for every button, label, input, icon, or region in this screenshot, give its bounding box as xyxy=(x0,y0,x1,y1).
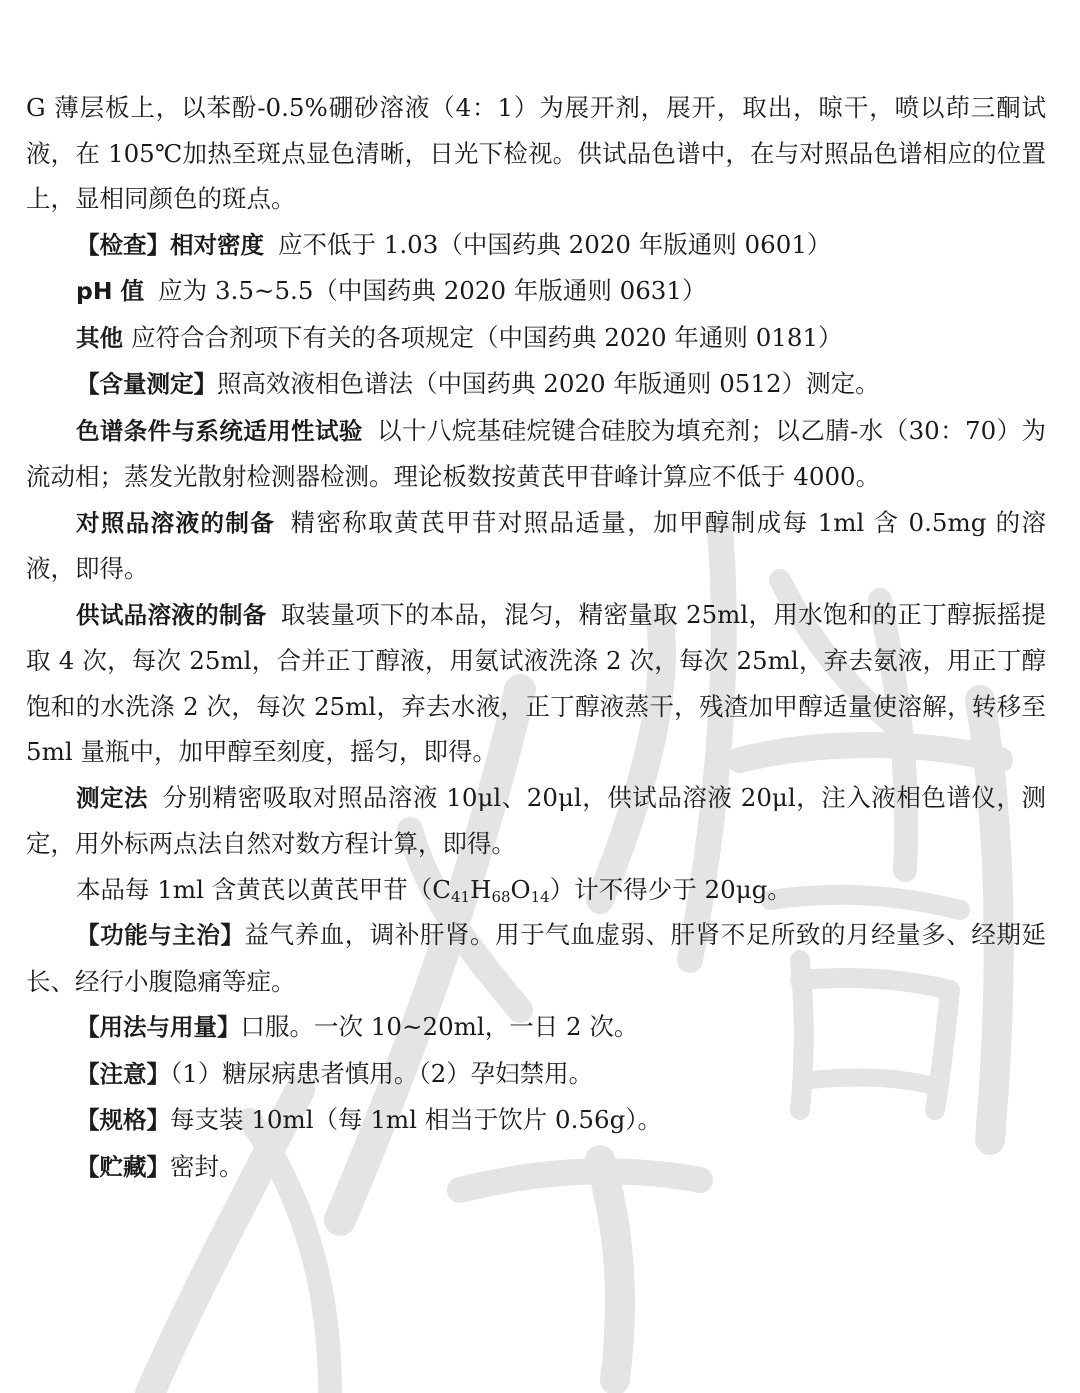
paragraph-text: 应符合合剂项下有关的各项规定（中国药典 2020 年通则 0181） xyxy=(131,322,843,352)
section-heading: 【注意】 xyxy=(76,1059,170,1088)
section-heading: 【规格】 xyxy=(76,1106,170,1134)
section-heading: 其他 xyxy=(76,323,123,352)
indications-paragraph xyxy=(26,912,1046,1004)
procedure-paragraph xyxy=(26,775,1046,867)
reference-solution-paragraph xyxy=(26,500,1046,592)
precautions-paragraph xyxy=(26,1051,1046,1098)
paragraph-text: 应不低于 1.03（中国药典 2020 年版通则 0601） xyxy=(278,229,832,259)
paragraph-text: 每支装 10ml（每 1ml 相当于饮片 0.56g）。 xyxy=(170,1105,663,1134)
storage-paragraph xyxy=(26,1144,1046,1191)
paragraph-text: 分别精密吸取对照品溶液 10μl、20μl，供试品溶液 20μl，注入液相色谱仪，测定，用外标两点法自然对数方程计算，即得。 xyxy=(26,782,1046,858)
test-solution-paragraph xyxy=(26,592,1046,775)
watermark-stroke xyxy=(600,1160,620,1380)
paragraph-text: 照高效液相色谱法（中国药典 2020 年版通则 0512）测定。 xyxy=(217,369,880,398)
section-heading: 【含量测定】 xyxy=(76,370,217,398)
section-heading: 色谱条件与系统适用性试验 xyxy=(76,416,363,445)
inspection-other-paragraph xyxy=(26,315,1046,362)
paragraph-text: （1）糖尿病患者慎用。（2）孕妇禁用。 xyxy=(170,1058,594,1088)
assay-paragraph xyxy=(26,361,1046,408)
chromatographic-conditions-paragraph xyxy=(26,408,1046,500)
paragraph-text: H xyxy=(470,874,492,904)
tlc-paragraph: G 薄层板上，以苯酚-0.5%硼砂溶液（4：1）为展开剂，展开，取出，晾干，喷以茚三酮试液，在 105℃加热至斑点显色清晰，日光下检视。供试品色谱中，在与对照品色谱相应的位置上，显相同颜色的斑点。 xyxy=(26,93,1046,213)
section-heading: 【用法与用量】 xyxy=(76,1013,241,1041)
content-limit-paragraph xyxy=(26,867,1046,913)
paragraph-text: 应为 3.5~5.5（中国药典 2020 年版通则 0631） xyxy=(158,276,707,305)
paragraph-text: ）计不得少于 20μg。 xyxy=(549,874,792,904)
formula-subscript: 68 xyxy=(491,887,511,906)
section-heading: pH 值 xyxy=(76,277,145,305)
section-heading: 【功能与主治】 xyxy=(76,921,245,949)
document-body xyxy=(26,85,1046,1190)
paragraph-text: 取装量项下的本品，混匀，精密量取 25ml，用水饱和的正丁醇振摇提取 4 次，每次 25ml，合并正丁醇液，用氨试液洗涤 2 次，每次 25ml，弃去氨液，用正丁醇饱和的水洗涤 2 次，每次 25ml，弃去水液，正丁醇液蒸干，残渣加甲醇适量使溶解，转移至 5ml 量瓶中，加甲醇至刻度，摇匀，即得。 xyxy=(26,599,1047,766)
paragraph-text: 精密称取黄芪甲苷对照品适量，加甲醇制成每 1ml 含 0.5mg 的溶液，即得。 xyxy=(26,507,1047,583)
section-heading: 测定法 xyxy=(76,783,149,812)
paragraph-text: O xyxy=(510,874,531,904)
paragraph-text: 密封。 xyxy=(170,1151,244,1181)
paragraph-text: 以十八烷基硅烷键合硅胶为填充剂；以乙腈-水（30：70）为流动相；蒸发光散射检测器检测。理论板数按黄芪甲苷峰计算应不低于 4000。 xyxy=(26,415,1046,491)
formula-subscript: 14 xyxy=(530,887,550,906)
paragraph-text: 益气养血，调补肝肾。用于气血虚弱、肝肾不足所致的月经量多、经期延长、经行小腹隐痛等症。 xyxy=(26,920,1047,996)
section-heading: 供试品溶液的制备 xyxy=(76,600,267,629)
section-heading: 【检查】相对密度 xyxy=(76,230,264,259)
paragraph-text: 本品每 1ml 含黄芪以黄芪甲苷（C xyxy=(76,874,451,904)
paragraph-text: 口服。一次 10~20ml，一日 2 次。 xyxy=(240,1012,639,1041)
section-heading: 对照品溶液的制备 xyxy=(76,508,276,537)
formula-subscript: 41 xyxy=(450,887,471,906)
inspection-ph-paragraph xyxy=(26,268,1046,315)
dosage-paragraph xyxy=(26,1004,1046,1051)
specification-paragraph xyxy=(26,1097,1046,1144)
inspection-density-paragraph xyxy=(26,222,1046,269)
section-heading: 【贮藏】 xyxy=(76,1152,170,1181)
